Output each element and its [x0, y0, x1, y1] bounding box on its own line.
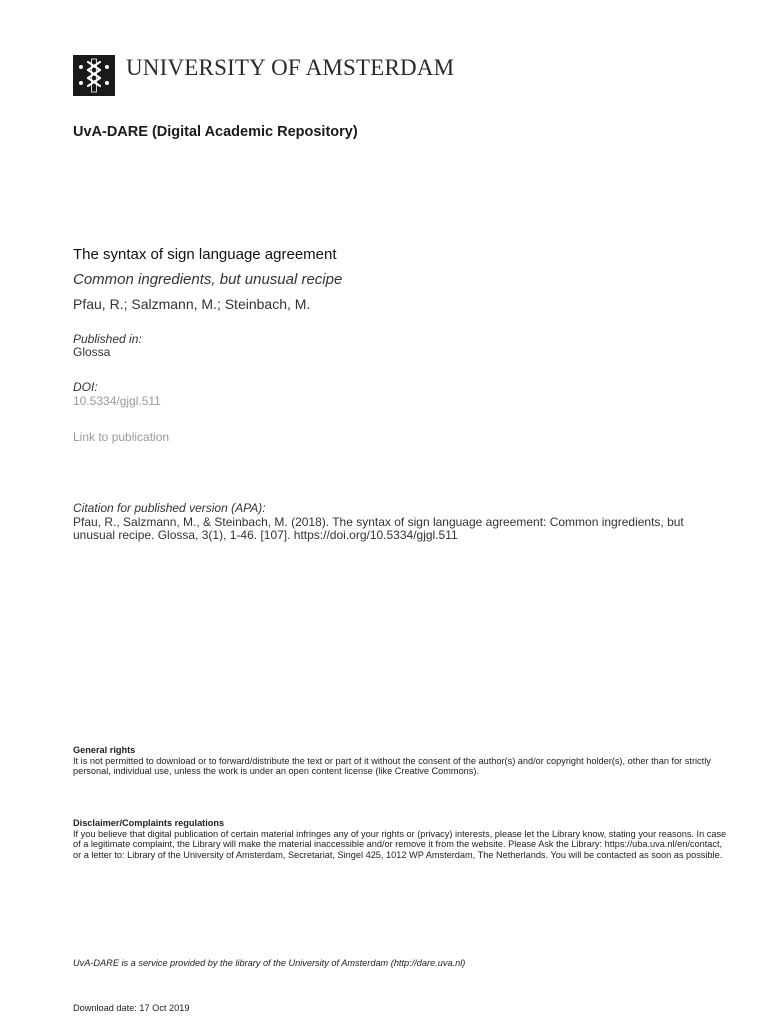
- link-to-publication[interactable]: Link to publication: [73, 430, 170, 444]
- general-rights-text: It is not permitted to download or to forward/distribute the text or part of it without the consent of the author(s) and/or copyright holder(s), other than for strictly personal, individual use, unless the work is under an open content license (like Creative Commons).: [73, 755, 711, 777]
- uva-coat-of-arms-icon: [73, 55, 115, 96]
- citation-label: Citation for published version (APA):: [73, 501, 266, 515]
- download-date: Download date: 17 Oct 2019: [73, 1003, 190, 1013]
- disclaimer-block: [73, 818, 728, 860]
- disclaimer-text: If you believe that digital publication of certain material infringes any of your rights or (privacy) interests, please let the Library know, stating your reasons. In case of a legitimate complaint, the Library will make the material inaccessible and/or remove it from the website. Please Ask the Library: https://uba.uva.nl/en/contact, or a letter to: Library of the University of Amsterdam, Secretariat, Singel 425, 1012 WP Amsterdam, The Netherlands. You will be contacted as soon as possible.: [73, 828, 727, 860]
- doi-label: DOI:: [73, 380, 98, 394]
- citation-text: Pfau, R., Salzmann, M., & Steinbach, M. (2018). The syntax of sign language agreement: Common ingredients, but unusual recipe. Glossa, 3(1), 1-46. [107]. https://doi.org/10.5334/gjgl.511: [73, 514, 684, 542]
- paper-authors: Pfau, R.; Salzmann, M.; Steinbach, M.: [73, 296, 311, 312]
- paper-subtitle: Common ingredients, but unusual recipe: [73, 271, 343, 288]
- disclaimer-heading: Disclaimer/Complaints regulations: [73, 818, 225, 828]
- doi-link[interactable]: 10.5334/gjgl.511: [73, 394, 161, 408]
- published-in-value: Glossa: [73, 345, 111, 359]
- university-name: UNIVERSITY OF AMSTERDAM: [126, 55, 455, 80]
- footer-note: UvA-DARE is a service provided by the library of the University of Amsterdam (http://dare.uva.nl): [73, 958, 466, 968]
- general-rights-heading: General rights: [73, 745, 136, 755]
- repository-title: UvA-DARE (Digital Academic Repository): [73, 124, 358, 140]
- uva-logo: [73, 55, 115, 96]
- paper-title: The syntax of sign language agreement: [73, 246, 337, 263]
- general-rights-block: [73, 745, 728, 777]
- citation-block: [73, 502, 723, 543]
- published-in-label: Published in:: [73, 332, 142, 346]
